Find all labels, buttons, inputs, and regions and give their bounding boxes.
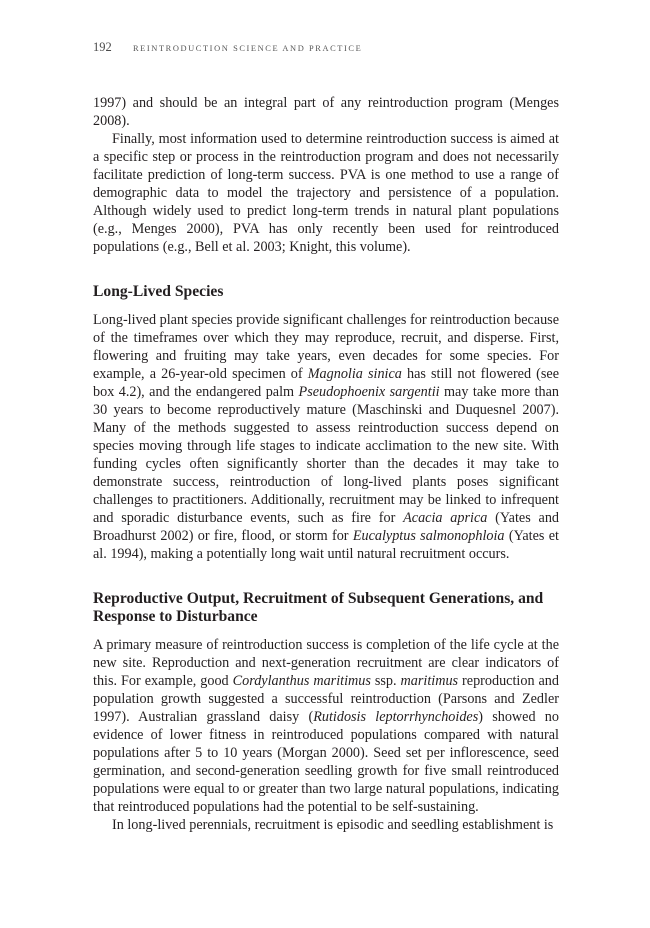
book-page <box>93 40 559 834</box>
section-heading-long-lived-species: Long-Lived Species <box>93 283 224 300</box>
paragraph: In long-lived perennials, recruitment is episodic and seedling establishment is <box>112 817 554 833</box>
text-run: A primary measure of reintroduction success is completion of the life cycle at the new site. Reproduction and next-generation recruitment are clear indicators of this. For example, good <box>93 637 559 689</box>
text-run: (Yates et al. 1994), making a potentially long wait until natural recruitment occurs. <box>93 528 559 562</box>
running-title: REINTRODUCTION SCIENCE AND PRACTICE <box>133 44 363 53</box>
text-run: reproduction and population growth suggested a successful reintroduction (Parsons and Zedler 1997). Australian grassland daisy ( <box>93 673 559 725</box>
intro-section <box>93 94 559 256</box>
text-run: has still not flowered (see box 4.2), and the endangered palm <box>93 366 559 400</box>
species-name: Pseudophoenix sargentii <box>298 384 440 400</box>
page-number: 192 <box>93 40 112 54</box>
paragraph <box>93 636 559 816</box>
species-name: Cordylanthus maritimus <box>232 673 371 689</box>
text-run: ssp. <box>370 673 401 689</box>
running-header <box>93 40 559 60</box>
text-run: (Yates and Broadhurst 2002) or fire, flood, or storm for <box>93 510 560 544</box>
text-run: ) showed no evidence of lower fitness in reintroduced populations compared with natural populations after 5 to 10 years (Morgan 2000). Seed set per inflorescence, seed germination, and second-generation seedling growth for five small reintroduced populations were equal to or greater than two large natural populations, indicating that reintroduced populations had the potential to be self-sustaining. <box>93 709 559 815</box>
text-run: may take more than 30 years to become reproductively mature (Maschinski and Duquesnel 2007). Many of the methods suggested to assess reintroduction success depend on species moving through life stages to indicate acclimation to the new site. With funding cycles often significantly shorter than the decades it may take to demonstrate success, reintroduction of long-lived plants poses significant challenges to practitioners. Additionally, recruitment may be linked to infrequent and sporadic disturbance events, such as fire for <box>93 384 559 526</box>
text-run: Long-lived plant species provide significant challenges for reintroduction because of the timeframes over which they may reproduce, recruit, and disperse. First, flowering and fruiting may take years, even decades for some species. For example, a 26-year-old specimen of <box>93 312 559 382</box>
species-name: Eucalyptus salmonophloia <box>352 528 505 544</box>
section-heading-reproductive-output: Reproductive Output, Recruitment of Subsequent Generations, and Response to Disturbance <box>93 590 544 625</box>
species-name: maritimus <box>400 673 459 689</box>
paragraph <box>93 311 559 563</box>
paragraph: 1997) and should be an integral part of any reintroduction program (Menges 2008). <box>93 95 559 129</box>
species-name: Magnolia sinica <box>307 366 402 382</box>
species-name: Acacia aprica <box>403 510 488 526</box>
paragraph: Finally, most information used to determine reintroduction success is aimed at a specific step or process in the reintroduction program and does not necessarily facilitate prediction of long-term success. PVA is one method to use a range of demographic data to model the trajectory and persistence of a population. Although widely used to predict long-term trends in natural plant populations (e.g., Menges 2000), PVA has only recently been used for reintroduced populations (e.g., Bell et al. 2003; Knight, this volume). <box>93 131 559 255</box>
species-name: Rutidosis leptorrhynchoides <box>313 709 479 725</box>
